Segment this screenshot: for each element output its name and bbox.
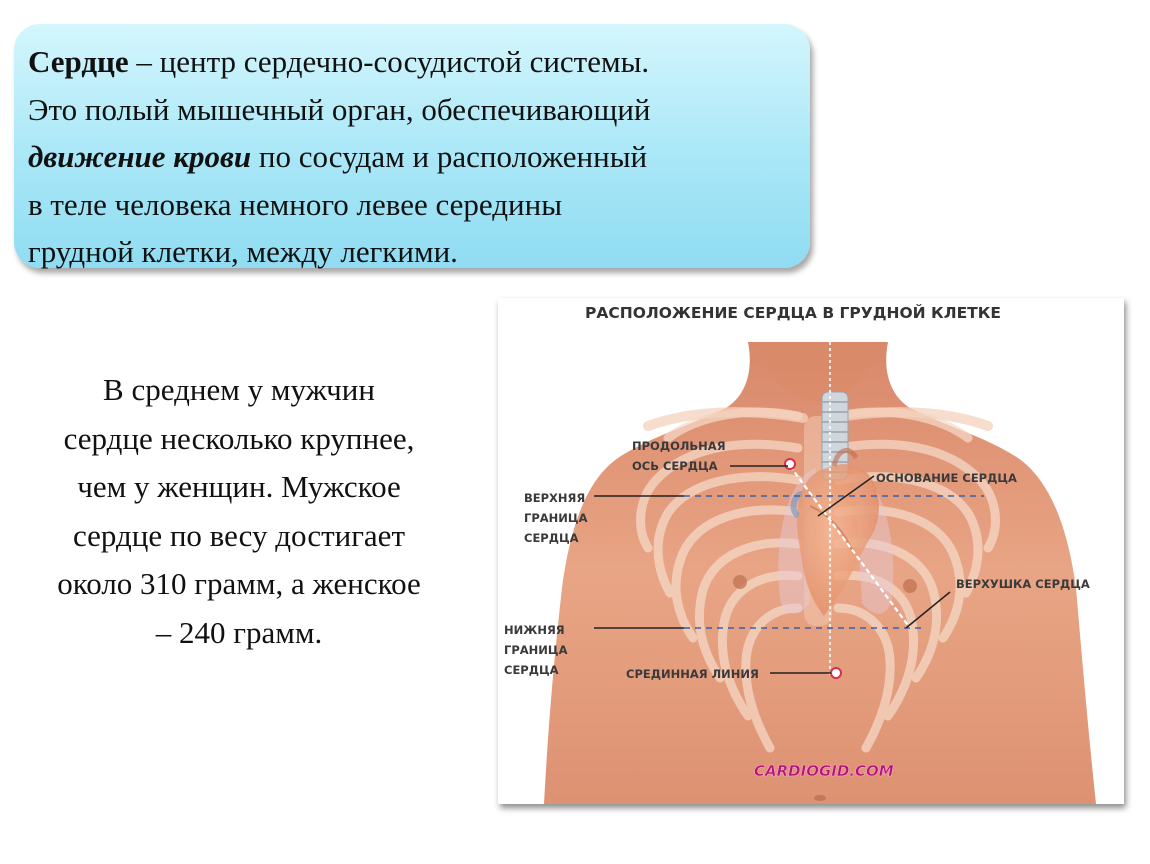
label-midline: СРЕДИННАЯ ЛИНИЯ	[626, 667, 759, 681]
definition-line-3	[28, 133, 794, 181]
definition-box	[14, 24, 810, 268]
heart-weight-paragraph	[10, 366, 468, 657]
chest-anatomy-illustration	[498, 298, 1124, 804]
paragraph-line: сердце по весу достигает	[72, 517, 405, 553]
definition-line-5: грудной клетки, между легкими.	[28, 234, 458, 269]
definition-line-4: в теле человека немного левее середины	[28, 186, 563, 222]
label-lower-1: НИЖНЯЯ	[504, 623, 565, 637]
label-lower-2: ГРАНИЦА	[504, 643, 568, 657]
label-upper-3: СЕРДЦА	[524, 531, 579, 545]
label-apex: ВЕРХУШКА СЕРДЦА	[956, 577, 1090, 591]
heart-position-figure	[498, 298, 1124, 804]
paragraph-line: чем у женщин. Мужское	[77, 469, 401, 504]
paragraph-line: – 240 грамм.	[155, 614, 323, 650]
label-base: ОСНОВАНИЕ СЕРДЦА	[876, 471, 1017, 485]
label-long-axis-1: ПРОДОЛЬНАЯ	[632, 439, 726, 453]
definition-text: по сосудам и расположенный	[251, 139, 648, 174]
paragraph-line: около 310 грамм, а женское	[57, 566, 421, 601]
definition-text: – центр сердечно-сосудистой системы.	[128, 44, 650, 79]
label-upper-2: ГРАНИЦА	[524, 511, 588, 525]
label-upper-1: ВЕРХНЯЯ	[524, 491, 586, 505]
definition-line-2: Это полый мышечный орган, обеспечивающий	[28, 91, 651, 127]
paragraph-line: В среднем у мужчин	[103, 372, 375, 407]
figure-title: РАСПОЛОЖЕНИЕ СЕРДЦА В ГРУДНОЙ КЛЕТКЕ	[585, 304, 1002, 322]
cardiogid-watermark: CARDIOGID.COM	[754, 762, 894, 780]
term-blood-movement: движение крови	[28, 139, 252, 174]
label-lower-3: СЕРДЦА	[504, 663, 559, 677]
midline-marker	[831, 668, 841, 678]
long-axis-marker	[785, 459, 795, 469]
definition-line-1	[28, 38, 794, 86]
paragraph-line: сердце несколько крупнее,	[63, 420, 415, 456]
term-heart: Сердце	[28, 44, 129, 79]
label-long-axis-2: ОСЬ СЕРДЦА	[632, 459, 718, 473]
